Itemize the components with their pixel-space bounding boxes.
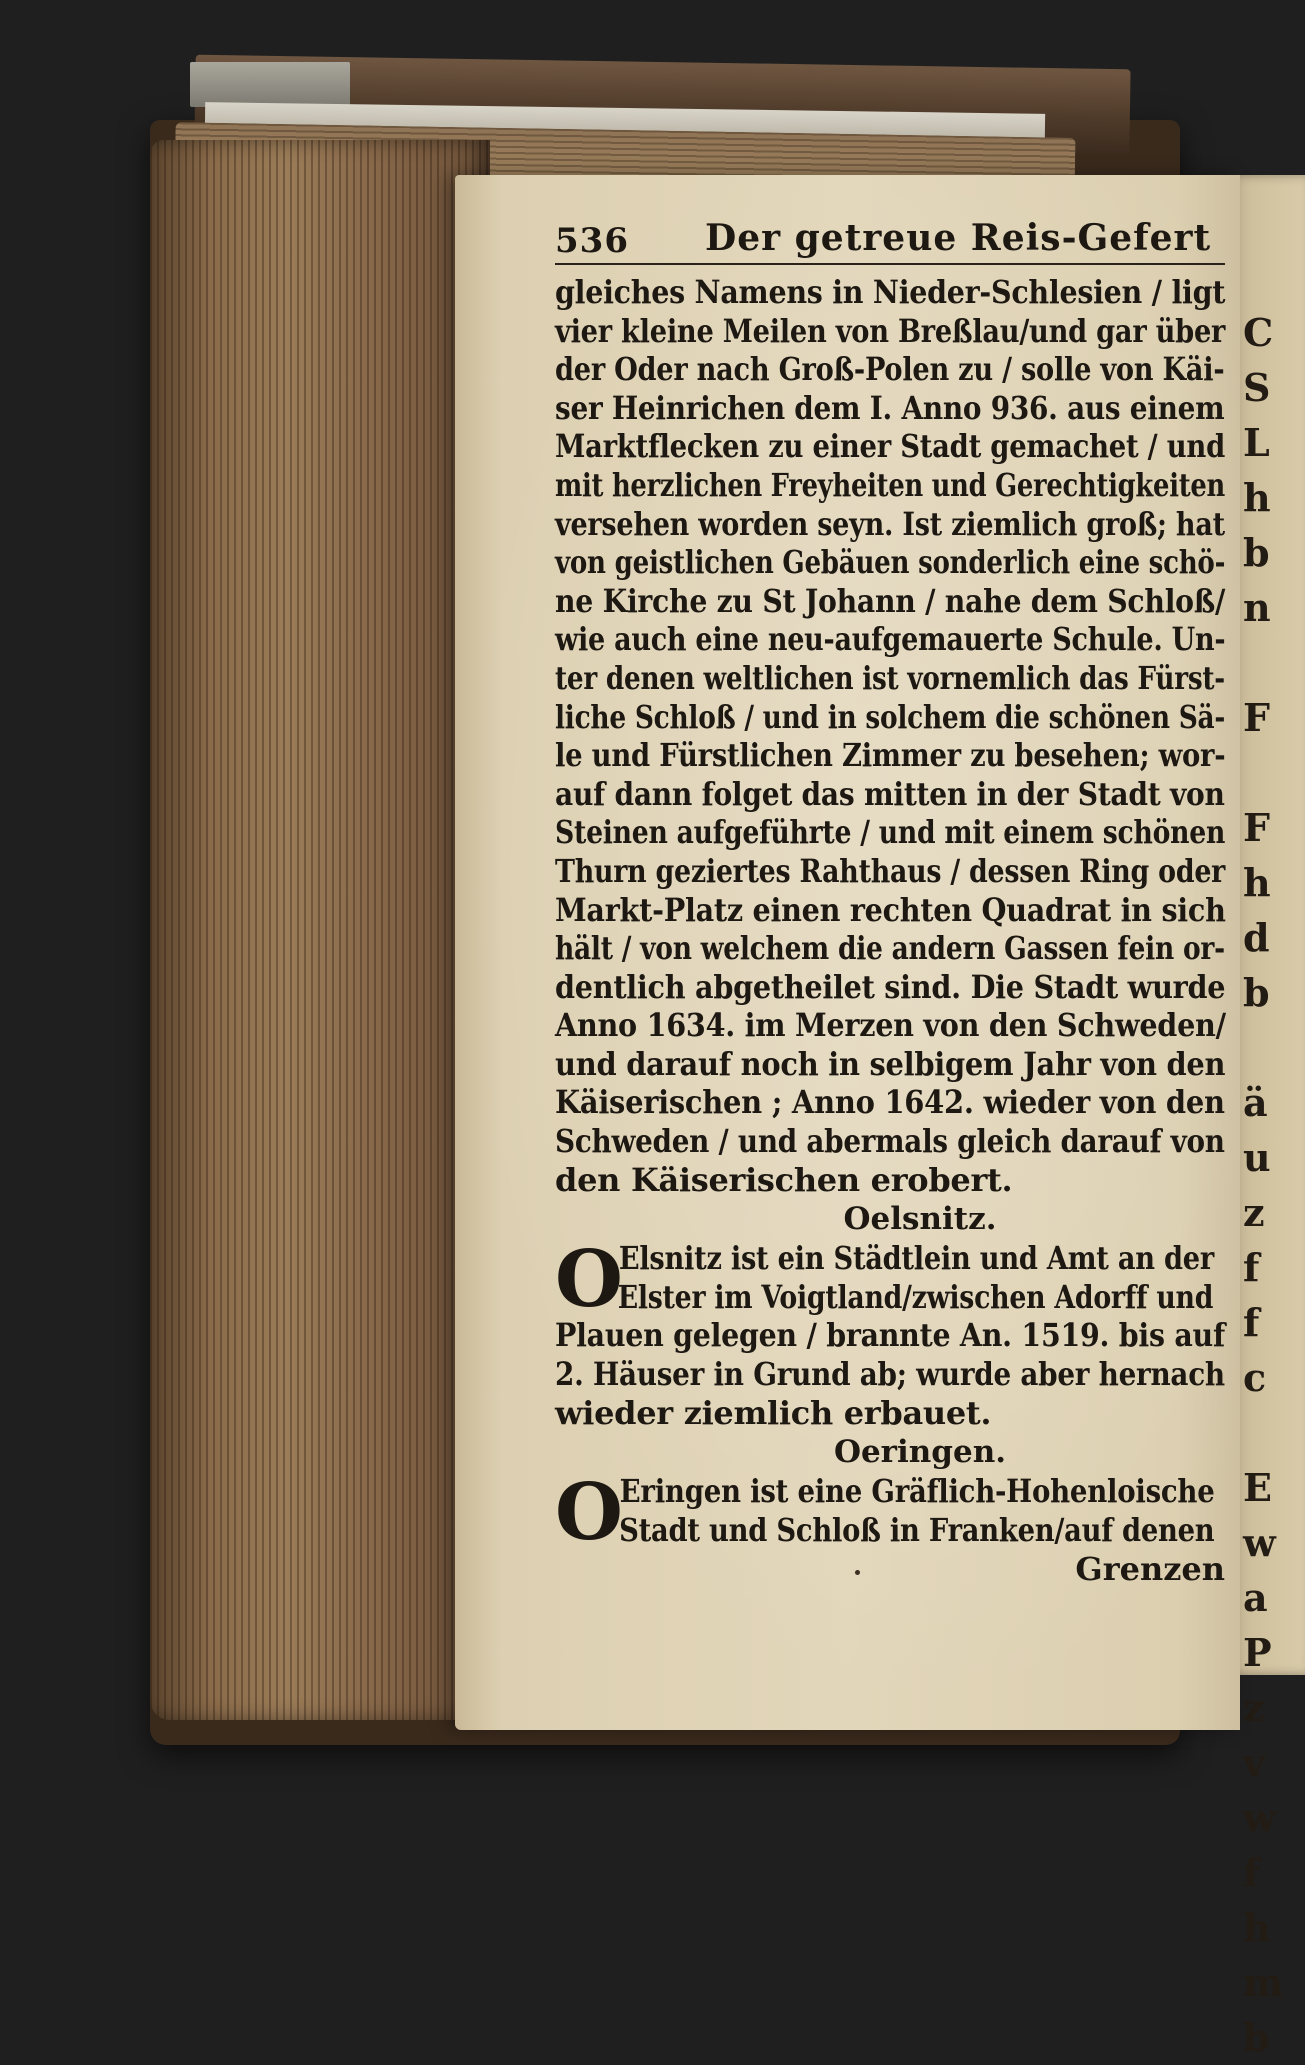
catchword: Grenzen bbox=[1075, 1550, 1225, 1589]
drop-cap: O bbox=[555, 1467, 623, 1559]
text-line: gleiches Namens in Nieder-Schlesien / ligt bbox=[555, 273, 1226, 311]
entry-heading-oelsnitz: Oelsnitz. bbox=[843, 1201, 997, 1238]
entry-oelsnitz bbox=[555, 1234, 1225, 1432]
text-line: Steinen aufgeführte / und mit einem schönen bbox=[555, 813, 1226, 852]
text-line: Marktflecken zu einer Stadt gemachet / und bbox=[555, 427, 1226, 466]
page-number: 536 bbox=[555, 221, 629, 261]
text-line: dentlich abgetheilet sind. Die Stadt wurde bbox=[555, 967, 1226, 1006]
text-line: der Oder nach Groß-Polen zu / solle von Käi- bbox=[555, 350, 1225, 389]
running-title: Der getreue Reis-Gefert bbox=[705, 217, 1212, 259]
page-content bbox=[555, 217, 1225, 1589]
text-line: ne Kirche zu St Johann / nahe dem Schloß/ bbox=[555, 581, 1226, 620]
text-line: Käiserischen ; Anno 1642. wieder von den bbox=[555, 1083, 1225, 1122]
text-line: liche Schloß / und in solchem die schönen Sä- bbox=[555, 697, 1226, 736]
text-line: 2. Häuser in Grund ab; wurde aber hernach bbox=[555, 1355, 1225, 1394]
text-line: ter denen weltlichen ist vornemlich das Fürst- bbox=[555, 658, 1225, 697]
facing-page-fragments: C S L h b n F F h d b ä u z f f c E w a P z v w f h m b bbox=[1243, 310, 1284, 2060]
text-line: Plauen gelegen / brannte An. 1519. bis auf bbox=[555, 1316, 1225, 1355]
text-line: Eringen ist eine Gräflich-Hohenloische bbox=[619, 1472, 1215, 1511]
text-line: ser Heinrichen dem I. Anno 936. aus einem bbox=[555, 388, 1225, 427]
ink-speck bbox=[855, 1570, 860, 1575]
drop-cap: O bbox=[555, 1234, 623, 1326]
text-line: Elster im Voigtland/zwischen Adorff und bbox=[617, 1277, 1214, 1316]
entry-heading-oeringen: Oeringen. bbox=[833, 1434, 1007, 1471]
text-line: Anno 1634. im Merzen von den Schweden/ bbox=[555, 1006, 1226, 1045]
text-line: Markt-Platz einen rechten Quadrat in sich bbox=[555, 890, 1226, 929]
text-line: le und Fürstlichen Zimmer zu besehen; wor- bbox=[555, 736, 1226, 775]
book-page bbox=[455, 175, 1240, 1730]
text-line: auf dann folget das mitten in der Stadt von bbox=[555, 774, 1225, 813]
text-line: hält / von welchem die andern Gassen fein or- bbox=[555, 929, 1225, 968]
text-line: vier kleine Meilen von Breßlau/und gar über bbox=[555, 311, 1226, 350]
text-line: den Käiserischen erobert. bbox=[555, 1160, 1013, 1199]
text-line: wie auch eine neu-aufgemauerte Schule. Un- bbox=[555, 620, 1226, 659]
text-line: mit herzlichen Freyheiten und Gerechtigkeiten bbox=[555, 465, 1226, 504]
text-line: Schweden / und abermals gleich darauf von bbox=[555, 1122, 1225, 1161]
text-line: und darauf noch in selbigem Jahr von den bbox=[555, 1044, 1226, 1083]
text-line: wieder ziemlich erbauet. bbox=[555, 1393, 992, 1432]
page-edges bbox=[150, 140, 490, 1720]
entry-oeringen bbox=[555, 1467, 1225, 1559]
text-line: von geistlichen Gebäuen sonderlich eine schö- bbox=[555, 543, 1226, 582]
text-line: versehen worden seyn. Ist ziemlich groß; hat bbox=[555, 504, 1225, 543]
running-head bbox=[555, 217, 1225, 265]
clamp bbox=[190, 62, 350, 107]
text-line: Elsnitz ist ein Städtlein und Amt an der bbox=[618, 1239, 1214, 1278]
text-line: Stadt und Schloß in Franken/auf denen bbox=[619, 1510, 1215, 1549]
text-line: Thurn geziertes Rahthaus / dessen Ring oder bbox=[555, 851, 1226, 890]
paragraph bbox=[555, 273, 1225, 1199]
